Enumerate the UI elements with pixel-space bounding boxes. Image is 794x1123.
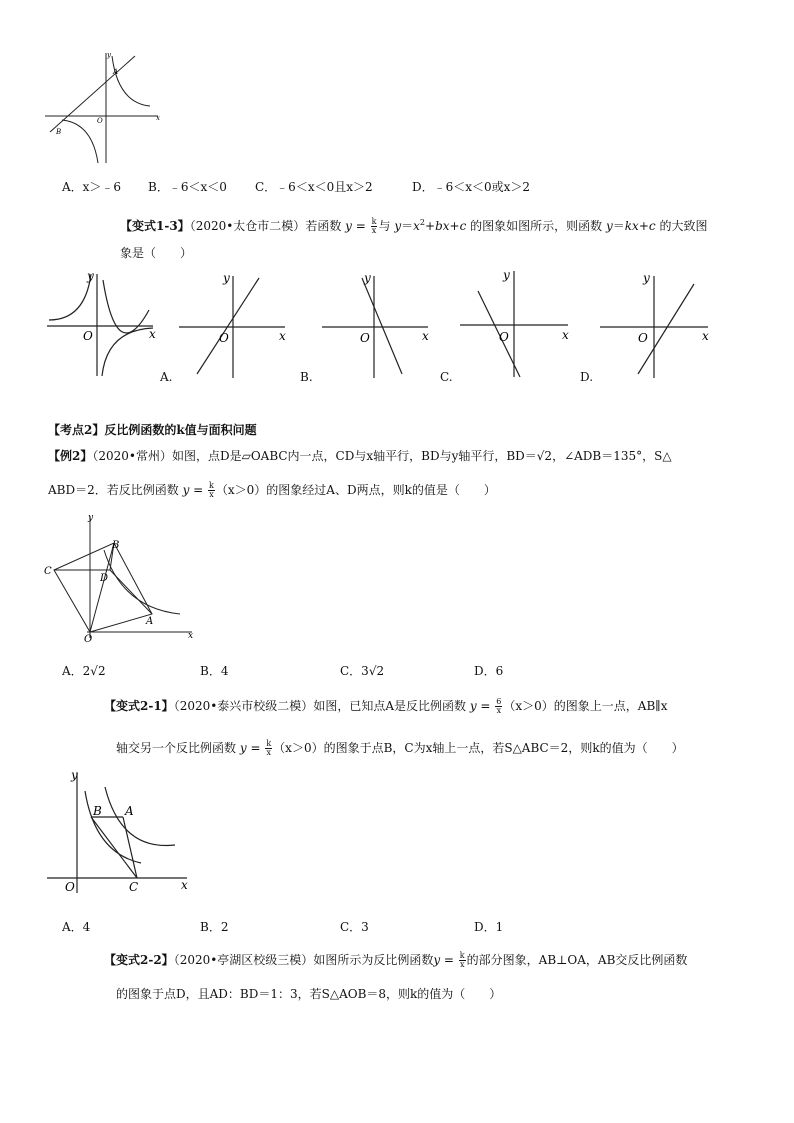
example-2-option-b: B．4 — [200, 664, 229, 678]
q1-option-a: A．x＞﹣6 — [62, 180, 122, 194]
example-2-option-a: A．2√2 — [62, 664, 106, 678]
svg-text:x: x — [279, 329, 286, 343]
svg-text:x: x — [702, 329, 709, 343]
svg-text:O: O — [638, 331, 648, 345]
choice-label-d: D. — [580, 370, 594, 384]
variant-2-1-line-1: 【变式2-1】（2020•泰兴市校级二模）如图，已知点A是反比例函数 y = $\frac{6}{x}$ （x＞0）的图象上一点，AB∥x — [104, 697, 668, 715]
svg-text:y: y — [364, 271, 371, 285]
variant-1-3-line-1: 【变式1-3】（2020•太仓市二模）若函数 y = $\frac{k}{x}$ 与 $y=x^2+bx+c$ 的图象如图所示，则函数 y＝kx+c 的大致图 — [120, 217, 708, 235]
variant-tag: 【变式2-1】 — [104, 699, 174, 713]
variant-2-1-option-a: A．4 — [62, 920, 91, 934]
figure-two-hyperbolas — [45, 765, 195, 895]
fraction: $\frac{k}{x}$ — [266, 739, 272, 757]
choice-b-graph — [318, 270, 438, 380]
svg-text:C: C — [129, 880, 139, 894]
svg-text:A: A — [146, 616, 154, 627]
example-2-option-c: C．3√2 — [340, 664, 385, 678]
choice-label-c: C. — [440, 370, 453, 384]
q1-option-d: D．﹣6＜x＜0或x＞2 — [412, 180, 531, 194]
source: （2020•亭湖区校级三模） — [173, 953, 314, 967]
x-label: x — [156, 114, 160, 122]
example-tag: 【例2】 — [48, 449, 93, 463]
variant-1-3-line-2: 象是（ ） — [120, 246, 193, 260]
q1-option-b: B．﹣6＜x＜0 — [148, 180, 227, 194]
source: （2020•泰兴市校级二模） — [173, 699, 314, 713]
svg-text:O: O — [84, 634, 93, 642]
choice-a-graph — [175, 270, 295, 380]
svg-text:y: y — [71, 768, 78, 782]
fraction: $\frac{k}{x}$ — [209, 481, 214, 499]
svg-text:A: A — [125, 804, 134, 818]
variant-tag: 【变式2-2】 — [104, 953, 174, 967]
line-graph — [50, 56, 135, 132]
hyperbola-branch-2 — [62, 120, 98, 163]
svg-text:C: C — [44, 566, 52, 577]
choice-label-a: A. — [160, 370, 173, 384]
svg-text:y: y — [643, 271, 650, 285]
variant-2-1-option-d: D．1 — [474, 920, 504, 934]
variant-2-2-line-1: 【变式2-2】（2020•亭湖区校级三模）如图所示为反比例函数y = $\frac{k}{x}$ 的部分图象，AB⊥OA，AB交反比例函数 — [104, 951, 688, 969]
choice-c-graph — [458, 265, 578, 380]
svg-text:y: y — [503, 268, 510, 282]
figure-hyperbola-parabola — [45, 268, 160, 380]
example-2-line-2: ABD＝2．若反比例函数 y = $\frac{k}{x}$ （x＞0）的图象经过A、D两点，则k的值是（ ） — [48, 481, 496, 499]
svg-text:D: D — [100, 573, 109, 584]
svg-text:B: B — [112, 540, 120, 551]
svg-text:x: x — [181, 878, 188, 892]
svg-text:x: x — [188, 631, 194, 641]
svg-text:O: O — [499, 330, 509, 344]
variant-2-2-line-2: 的图象于点D，且AD：BD＝1：3，若S△AOB＝8，则k的值为（ ） — [116, 987, 502, 1001]
variant-2-1-option-c: C．3 — [340, 920, 369, 934]
point-b-label: B — [56, 128, 62, 136]
section-heading: 【考点2】反比例函数的k值与面积问题 — [48, 423, 257, 437]
point-a-label: A — [113, 68, 119, 76]
svg-text:O: O — [360, 331, 370, 345]
svg-text:O: O — [65, 880, 75, 894]
svg-text:x: x — [562, 328, 569, 342]
svg-text:y: y — [88, 513, 94, 523]
figure-line-hyperbola — [40, 48, 170, 168]
fraction: $\frac{k}{x}$ — [459, 951, 465, 969]
source: （2020•太仓市二模） — [189, 219, 306, 233]
choice-label-b: B. — [300, 370, 313, 384]
y-label: y — [107, 51, 111, 59]
svg-text:O: O — [219, 331, 229, 345]
source: （2020•常州） — [92, 449, 172, 463]
fraction: $\frac{6}{x}$ — [496, 697, 502, 715]
svg-text:x: x — [149, 327, 156, 341]
svg-text:y: y — [87, 269, 94, 283]
svg-text:y: y — [223, 271, 230, 285]
variant-2-1-option-b: B．2 — [200, 920, 229, 934]
hyperbola-branch-1 — [112, 56, 150, 106]
example-2-option-d: D．6 — [474, 664, 504, 678]
svg-text:O: O — [83, 329, 93, 343]
example-2-line-1: 【例2】（2020•常州）如图，点D是▱OABC内一点，CD与x轴平行，BD与y轴平行，BD＝√2，∠ADB＝135°，S△ — [48, 449, 672, 463]
svg-text:B: B — [93, 804, 102, 818]
variant-tag: 【变式1-3】 — [120, 219, 190, 233]
choice-d-graph — [598, 270, 718, 380]
origin-label: O — [97, 117, 103, 125]
figure-parallelogram — [42, 510, 202, 642]
svg-text:x: x — [422, 329, 429, 343]
q1-option-c: C．﹣6＜x＜0且x＞2 — [255, 180, 373, 194]
fraction: $\frac{k}{x}$ — [371, 217, 377, 235]
variant-2-1-line-2: 轴交另一个反比例函数 y = $\frac{k}{x}$ （x＞0）的图象于点B，C为x轴上一点，若S△ABC＝2，则k的值为（ ） — [116, 739, 684, 757]
